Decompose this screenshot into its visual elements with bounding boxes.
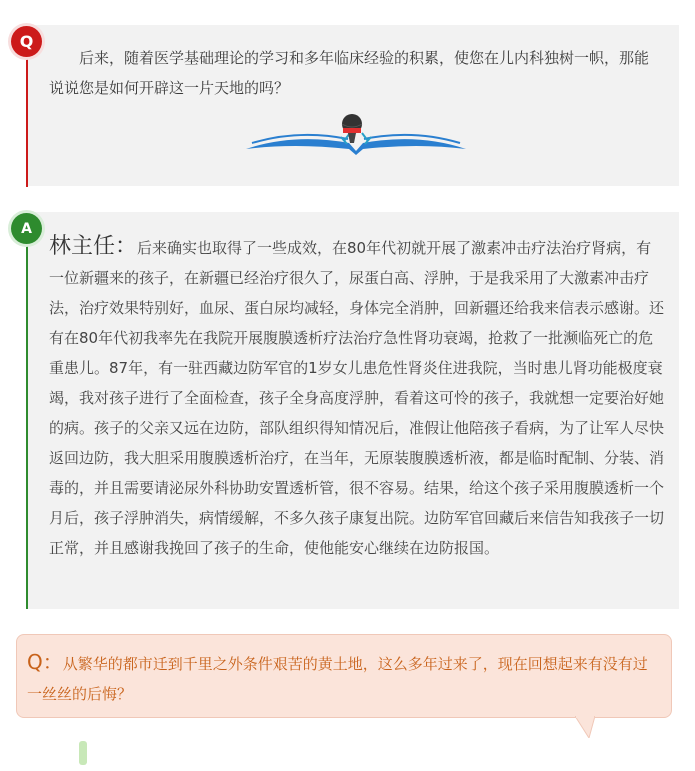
answer-speaker: 林主任：: [49, 234, 138, 259]
question2-text: 从繁华的都市迁到千里之外条件艰苦的黄土地，这么多年过来了，现在回想起来有没有过一丝丝的后悔？: [27, 655, 648, 703]
answer-badge: A: [11, 213, 42, 244]
question-badge: Q: [11, 26, 42, 57]
question2-text-block: [27, 647, 657, 709]
question2-prefix: Q：: [27, 650, 63, 674]
bubble-tail: [575, 716, 595, 738]
question-text: 后来，随着医学基础理论的学习和多年临床经验的积累，使您在儿内科独树一帜，那能说说您是如何开辟这一片天地的吗？: [49, 49, 650, 97]
answer-text: 后来确实也取得了一些成效，在80年代初就开展了激素冲击疗法治疗肾病，有一位新疆来的孩子，在新疆已经治疗很久了，尿蛋白高、浮肿，于是我采用了大激素冲击疗法，治疗效果特别好，血尿、蛋白尿均减轻，身体完全消肿，回新疆还给我来信表示感谢。还有在80年代初我率先在我院开展腹膜透析疗法治疗急性肾功衰竭，抢救了一批濒临死亡的危重患儿。87年，有一驻西藏边防军官的1岁女儿患危性肾炎住进我院，当时患儿肾功能极度衰竭，我对孩子进行了全面检查，孩子全身高度浮肿，看着这可怜的孩子，我就想一定要治好她的病。孩子的父亲又远在边防，部队组织得知情况后，准假让他陪孩子看病，为了让军人尽快返回边防，我大胆采用腹膜透析治疗，在当年，无原装腹膜透析液，都是临时配制、分装、消毒的，并且需要请泌尿外科协助安置透析管，很不容易。结果，给这个孩子采用腹膜透析一个月后，孩子浮肿消失，病情缓解，不多久孩子康复出院。边防军官回藏后来信告知我孩子一切正常，并且感谢我挽回了孩子的生命，使他能安心继续在边防报国。: [49, 239, 665, 557]
microphone-book-icon: [244, 113, 468, 157]
answer-accent-line: [26, 218, 28, 609]
answer2-marker: [79, 741, 87, 765]
answer-text-block: [49, 232, 665, 563]
